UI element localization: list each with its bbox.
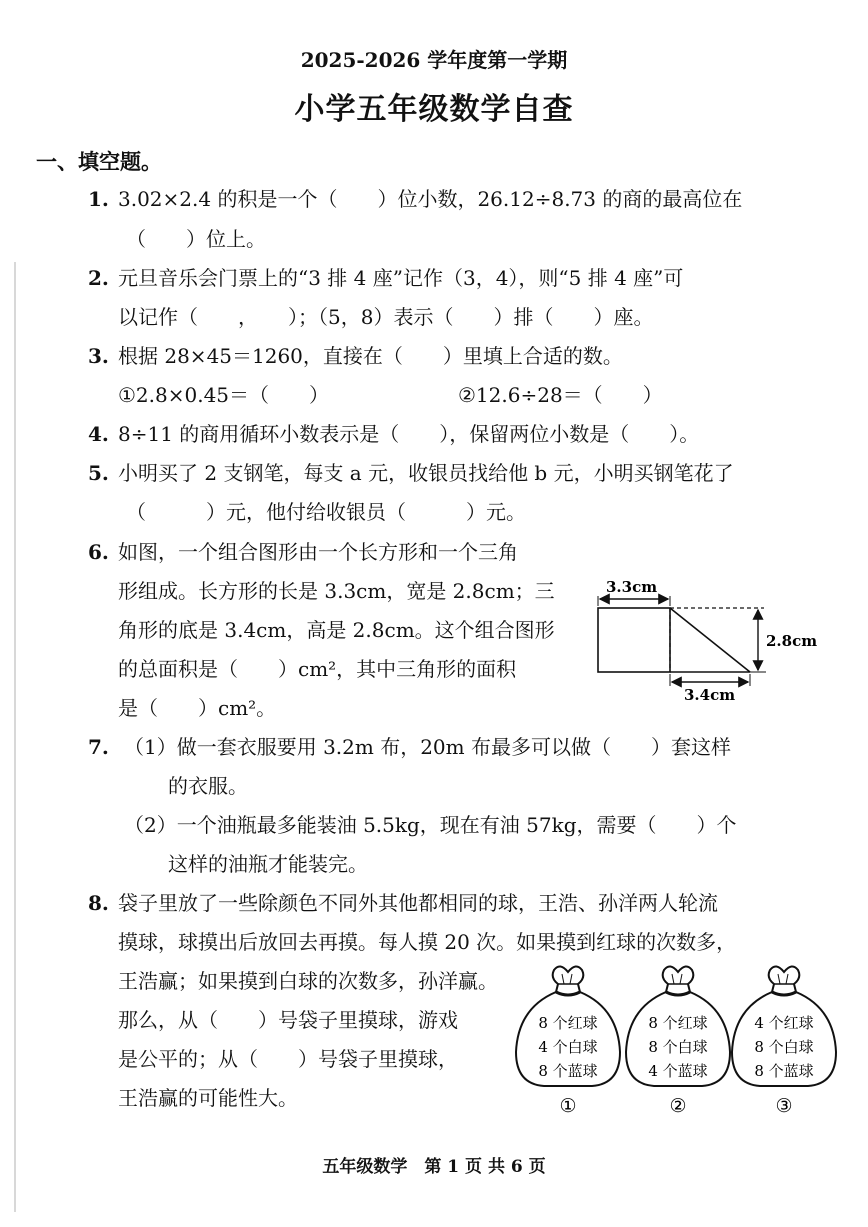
q5-line1: 小明买了 2 支钢笔，每支 a 元，收银员找给他 b 元，小明买钢笔花了	[118, 461, 734, 485]
bag-3-white: 8 个白球	[754, 1038, 814, 1056]
bag-2-label: ②	[669, 1095, 687, 1117]
q5-number: 5.	[88, 461, 109, 485]
q8-line4: 那么，从（ ）号袋子里摸球，游戏	[118, 1008, 458, 1032]
q3-line1: 根据 28×45＝1260，直接在（ ）里填上合适的数。	[118, 344, 623, 368]
q8-line1: 袋子里放了一些除颜色不同外其他都相同的球，王浩、孙洋两人轮流	[118, 891, 718, 915]
bag-1-red: 8 个红球	[538, 1014, 598, 1032]
bag-1-label: ①	[559, 1095, 577, 1117]
section-title: 一、填空题。	[36, 149, 162, 174]
bag-2-white: 8 个白球	[648, 1038, 708, 1056]
bag-3	[732, 966, 836, 1117]
bag-2-blue: 4 个蓝球	[648, 1062, 708, 1080]
q1-number: 1.	[88, 187, 109, 211]
q8-line5: 是公平的；从（ ）号袋子里摸球，	[118, 1047, 458, 1071]
q6-number: 6.	[88, 540, 109, 564]
q1-line1: 3.02×2.4 的积是一个（ ）位小数，26.12÷8.73 的商的最高位在	[118, 187, 743, 211]
page-edge-shadow	[14, 262, 16, 1212]
q1-line2: （ ）位上。	[126, 227, 266, 251]
q6-line2: 形组成。长方形的长是 3.3cm，宽是 2.8cm；三	[118, 579, 555, 603]
q7-part1-line1: （1）做一套衣服要用 3.2m 布，20m 布最多可以做（ ）套这样	[124, 735, 731, 759]
page-title: 小学五年级数学自查	[294, 92, 574, 127]
q7-number: 7.	[88, 735, 109, 759]
q8-line2: 摸球，球摸出后放回去再摸。每人摸 20 次。如果摸到红球的次数多，	[118, 930, 737, 954]
bag-2-red: 8 个红球	[648, 1014, 708, 1032]
triangle-hypotenuse	[670, 608, 750, 672]
page-footer: 五年级数学 第 1 页 共 6 页	[322, 1157, 546, 1177]
q7-part2-line1: （2）一个油瓶最多能装油 5.5kg，现在有油 57kg，需要（ ）个	[124, 813, 737, 837]
bag-1	[516, 966, 620, 1117]
q4-number: 4.	[88, 422, 109, 446]
top-dimension-label: 3.3cm	[606, 578, 658, 596]
q6-line3: 角形的底是 3.4cm，高是 2.8cm。这个组合图形	[118, 618, 555, 642]
right-dimension-label: 2.8cm	[766, 632, 818, 650]
q6-line1: 如图，一个组合图形由一个长方形和一个三角	[118, 540, 518, 564]
bag-2	[626, 966, 730, 1117]
q6-line4: 的总面积是（ ）cm²，其中三角形的面积	[118, 657, 517, 681]
q2-number: 2.	[88, 266, 109, 290]
bottom-dimension-label: 3.4cm	[684, 686, 736, 704]
q3-number: 3.	[88, 344, 109, 368]
q3-item-a: ①2.8×0.45＝（ ）	[118, 383, 330, 407]
ball-bags-figure	[512, 962, 842, 1122]
bag-1-white: 4 个白球	[538, 1038, 598, 1056]
q3-item-b: ②12.6÷28＝（ ）	[458, 383, 663, 407]
q2-line1: 元旦音乐会门票上的“3 排 4 座”记作（3，4），则“5 排 4 座”可	[118, 266, 684, 290]
term-title: 2025-2026 学年度第一学期	[300, 48, 568, 72]
q8-line6: 王浩赢的可能性大。	[118, 1086, 298, 1110]
bag-3-red: 4 个红球	[754, 1014, 814, 1032]
bag-1-blue: 8 个蓝球	[538, 1062, 598, 1080]
q7-part2-line2: 这样的油瓶才能装完。	[168, 852, 368, 876]
bag-3-label: ③	[775, 1095, 793, 1117]
q5-line2: （ ）元，他付给收银员（ ）元。	[126, 500, 526, 524]
q8-number: 8.	[88, 891, 109, 915]
composite-shape-figure	[588, 570, 828, 710]
bag-3-blue: 8 个蓝球	[754, 1062, 814, 1080]
q8-line3: 王浩赢；如果摸到白球的次数多，孙洋赢。	[118, 969, 498, 993]
rectangle-shape	[598, 608, 670, 672]
q2-line2: 以记作（ ， ）；（5，8）表示（ ）排（ ）座。	[118, 305, 654, 329]
q4-line1: 8÷11 的商用循环小数表示是（ ），保留两位小数是（ ）。	[118, 422, 700, 446]
q6-line5: 是（ ）cm²。	[118, 696, 277, 720]
q7-part1-line2: 的衣服。	[168, 774, 248, 798]
